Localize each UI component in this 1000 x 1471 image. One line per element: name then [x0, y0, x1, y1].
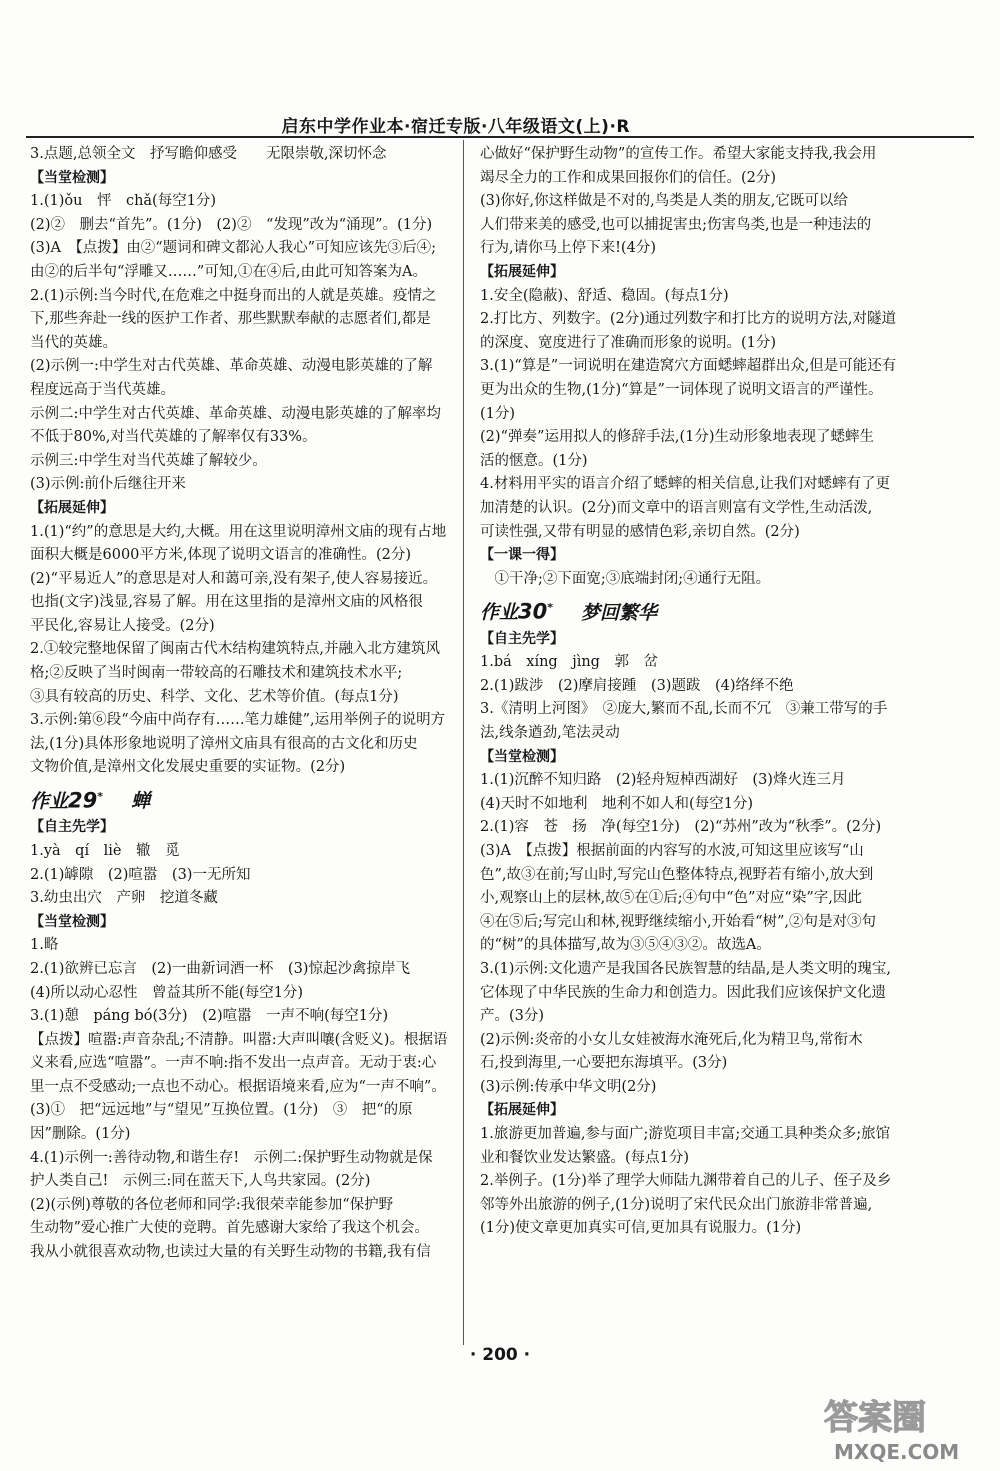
watermark-main: 答案圈 [824, 1398, 926, 1438]
text-line: 法,线条遒劲,笔法灵动 [480, 724, 620, 741]
text-line: (2)示例:炎帝的小女儿女娃被海水淹死后,化为精卫鸟,常衔木 [480, 1031, 863, 1048]
text-line: 2.(1)欲辨已忘言 (2)一曲新词酒一杯 (3)惊起沙禽掠岸飞 [30, 960, 410, 977]
text-line: ④在⑤后;写完山和林,视野继续缩小,开始看“树”,②句是对③句 [480, 913, 877, 930]
watermark-logo [820, 1395, 985, 1465]
text-line: 3.(1)示例:文化遗产是我国各民族智慧的结晶,是人类文明的瑰宝, [480, 960, 891, 977]
text-line: 2.(1)跋涉 (2)摩肩接踵 (3)题跋 (4)络绎不绝 [480, 677, 794, 694]
text-line: 【点拨】喧嚣:声音杂乱;不清静。叫嚣:大声叫嚷(含贬义)。根据语 [30, 1031, 448, 1048]
text-line: (2)“弹奏”运用拟人的修辞手法,(1分)生动形象地表现了蟋蟀生 [480, 429, 875, 446]
text-line: (3)A 【点拨】由②“题词和碑文都沁人我心”可知应该先③后④; [30, 240, 436, 257]
text-line: 不低于80%,对当代英雄的了解率仅有33%。 [30, 429, 317, 446]
text-line: 1.旅游更加普遍,参与面广;游览项目丰富;交通工具种类众多;旅馆 [480, 1126, 891, 1143]
text-line: 心做好“保护野生动物”的宣传工作。希望大家能支持我,我会用 [480, 146, 877, 162]
text-line: 3.幼虫出穴 产卵 挖道冬藏 [30, 890, 218, 907]
text-line: 示例二:中学生对古代英雄、革命英雄、动漫电影英雄的了解率均 [30, 405, 441, 422]
text-line: 邻等外出旅游的例子,(1分)说明了宋代民众出门旅游非常普遍, [480, 1196, 873, 1213]
text-line: (2)示例一:中学生对古代英雄、革命英雄、动漫电影英雄的了解 [30, 358, 433, 375]
text-line: 石,投到海里,一心要把东海填平。(3分) [480, 1055, 728, 1072]
text-line: 可读性强,又带有明显的感情色彩,亲切自然。(2分) [480, 523, 800, 540]
text-line: 竭尽全力的工作和成果回报你们的信任。(2分) [480, 169, 777, 186]
text-line: 里一点不受感动;一点也不动心。根据语境来看,应为“一声不响”。 [30, 1078, 446, 1095]
text-line: 2.举例子。(1分)举了理学大师陆九渊带着自己的儿子、侄子及乡 [480, 1173, 892, 1190]
column-divider [463, 140, 464, 1345]
assignment-title [30, 782, 455, 816]
assignment-number: 30 [518, 599, 548, 624]
text-line: ③具有较高的历史、科学、文化、艺术等价值。(每点1分) [30, 688, 399, 705]
text-line: 活的惬意。(1分) [480, 452, 588, 469]
text-line: 更为出众的生物,(1分)“算是”一词体现了说明文语言的严谨性。 [480, 381, 883, 398]
section-heading: 【当堂检测】 [480, 748, 564, 765]
text-line: 程度远高于当代英雄。 [30, 381, 175, 398]
section-heading: 【当堂检测】 [30, 913, 114, 930]
text-line: 4.(1)示例一:善待动物,和谐生存! 示例二:保护野生动物就是保 [30, 1149, 433, 1166]
text-line: 护人类自己! 示例三:同在蓝天下,人鸟共家园。(2分) [30, 1173, 371, 1190]
text-line: (3)A 【点拨】根据前面的内容写的水波,可知这里应该写“山 [480, 842, 864, 859]
right-column [480, 143, 925, 1241]
text-line: 我从小就很喜欢动物,也读过大量的有关野生动物的书籍,我有信 [30, 1244, 431, 1261]
text-line: 1.安全(隐蔽)、舒适、稳固。(每点1分) [480, 287, 729, 304]
text-line: 3.《清明上河图》 ②庞大,繁而不乱,长而不冗 ③兼工带写的手 [480, 701, 888, 718]
text-line: 1.(1)“约”的意思是大约,大概。用在这里说明漳州文庙的现有占地 [30, 523, 447, 540]
assignment-prefix: 作业 [480, 601, 519, 624]
text-line: 它体现了中华民族的生命力和创造力。因此我们应该保护文化遗 [480, 984, 886, 1001]
text-line: 的“树”的具体描写,故为③⑤④③②。故选A。 [480, 937, 771, 954]
text-line: 义来看,应选“喧嚣”。一声不响:指不发出一点声音。无动于衷:心 [30, 1055, 437, 1072]
text-line: 因”删除。(1分) [30, 1126, 131, 1143]
text-line: 1.(1)ǒu 怦 chǎ(每空1分) [30, 193, 217, 210]
section-heading: 【自主先学】 [30, 819, 114, 836]
section-heading: 【拓展延伸】 [480, 1102, 564, 1119]
page-number: · 200 · [469, 1345, 531, 1365]
text-line: 行为,请你马上停下来!(4分) [480, 240, 656, 257]
text-line: (4)天时不如地利 地利不如人和(每空1分) [480, 795, 754, 812]
text-line: 面积大概是6000平方米,体现了说明文语言的准确性。(2分) [30, 547, 412, 564]
text-line: (3)你好,你这样做是不对的,鸟类是人类的朋友,它既可以给 [480, 193, 848, 210]
text-line: ①干净;②下面宽;③底端封闭;④通行无阻。 [480, 570, 771, 587]
text-line: 当代的英雄。 [30, 334, 117, 351]
text-line: 3.示例:第⑥段“今庙中尚存有……笔力雄健”,运用举例子的说明方 [30, 712, 446, 729]
text-line: 文物价值,是漳州文化发展史重要的实证物。(2分) [30, 759, 346, 776]
text-line: 4.材料用平实的语言介绍了蟋蟀的相关信息,让我们对蟋蟀有了更 [480, 476, 890, 493]
section-heading: 【自主先学】 [480, 630, 564, 647]
assignment-number: 29 [68, 788, 98, 813]
text-line: (3)① 把“远远地”与“望见”互换位置。(1分) ③ 把“的原 [30, 1102, 413, 1119]
section-heading: 【当堂检测】 [30, 169, 114, 186]
text-line: 业和餐饮业发达繁盛。(每点1分) [480, 1149, 690, 1166]
text-line: 1.略 [30, 937, 59, 954]
assignment-title [480, 593, 925, 627]
text-line: 1.bá xíng jìng 郭 岔 [480, 654, 658, 671]
running-header: 启东中学作业本·宿迁专版·八年级语文(上)·R [26, 112, 974, 138]
text-line: 2.①较完整地保留了闽南古代木结构建筑特点,并融入北方建筑风 [30, 641, 440, 658]
text-line: (1分) [480, 405, 516, 422]
assignment-name: 梦回繁华 [581, 601, 658, 624]
section-heading: 【拓展延伸】 [480, 263, 564, 280]
text-line: (2)“平易近人”的意思是对人和蔼可亲,没有架子,使人容易接近。 [30, 570, 438, 587]
text-line: 3.(1)“算是”一词说明在建造窝穴方面蟋蟀超群出众,但是可能还有 [480, 358, 897, 375]
text-line: 由②的后半句“浮雕又……”可知,①在④后,由此可知答案为A。 [30, 263, 428, 280]
text-line: 人们带来美的感受,也可以捕捉害虫;伤害鸟类,也是一种违法的 [480, 216, 872, 233]
assignment-name: 蝉 [131, 790, 151, 813]
text-line: 格;②反映了当时闽南一带较高的石雕技术和建筑技术水平; [30, 665, 403, 682]
text-line: 2.(1)示例:当今时代,在危难之中挺身而出的人就是英雄。疫情之 [30, 287, 437, 304]
text-line: 1.(1)沉醉不知归路 (2)轻舟短棹西湖好 (3)烽火连三月 [480, 772, 846, 789]
text-line: 小,观察山上的层林,故⑤在①后;④句中“色”对应“染”字,因此 [480, 890, 862, 907]
left-column [30, 143, 455, 1265]
text-line: (3)示例:传承中华文明(2分) [480, 1078, 657, 1095]
text-line: 下,那些奔赴一线的医护工作者、那些默默奉献的志愿者们,都是 [30, 311, 431, 328]
section-heading: 【一课一得】 [480, 547, 564, 564]
text-line: 生动物”爱心推广大使的竞聘。首先感谢大家给了我这个机会。 [30, 1220, 429, 1237]
text-line: (3)示例:前仆后继往开来 [30, 476, 186, 493]
assignment-prefix: 作业 [30, 790, 69, 813]
watermark-sub: MXQE.COM [834, 1440, 960, 1464]
text-line: 3.点题,总领全文 抒写瞻仰感受 无限崇敬,深切怀念 [30, 146, 387, 162]
text-line: 的深度、宽度进行了准确而形象的说明。(1分) [480, 334, 777, 351]
text-line: (2)(示例)尊敬的各位老师和同学:我很荣幸能参加“保护野 [30, 1196, 394, 1213]
section-heading: 【拓展延伸】 [30, 499, 114, 516]
text-line: (1分)使文章更加真实可信,更加具有说服力。(1分) [480, 1220, 802, 1237]
text-line: 色”,故③在前;写山时,写完山色整体特点,视野若有缩小,放大到 [480, 866, 874, 883]
text-line: 示例三:中学生对当代英雄了解较少。 [30, 452, 267, 469]
text-line: 法,(1分)具体形象地说明了漳州文庙具有很高的古文化和历史 [30, 735, 418, 752]
text-line: 平民化,容易让人接受。(2分) [30, 617, 215, 634]
text-line: 3.(1)憩 páng bó(3分) (2)喧嚣 一声不响(每空1分) [30, 1008, 389, 1025]
text-line: 1.yà qí liè 辙 觅 [30, 842, 180, 859]
text-line: 2.打比方、列数字。(2分)通过列数字和打比方的说明方法,对隧道 [480, 311, 896, 328]
asterisk-mark: * [97, 790, 104, 804]
text-line: 2.(1)容 苍 扬 净(每空1分) (2)“苏州”改为“秋季”。(2分) [480, 819, 882, 836]
text-line: 加清楚的认识。(2分)而文章中的语言则富有文学性,生动活泼, [480, 499, 873, 516]
text-line: 也指(文字)浅显,容易了解。用在这里指的是漳州文庙的风格很 [30, 594, 423, 611]
text-line: 产。(3分) [480, 1008, 545, 1025]
asterisk-mark: * [547, 601, 554, 615]
text-line: (2)② 删去“首先”。(1分) (2)② “发现”改为“涌现”。(1分) [30, 216, 433, 233]
text-line: (4)所以动心忍性 曾益其所不能(每空1分) [30, 984, 304, 1001]
text-line: 2.(1)罅隙 (2)喧嚣 (3)一无所知 [30, 866, 251, 883]
